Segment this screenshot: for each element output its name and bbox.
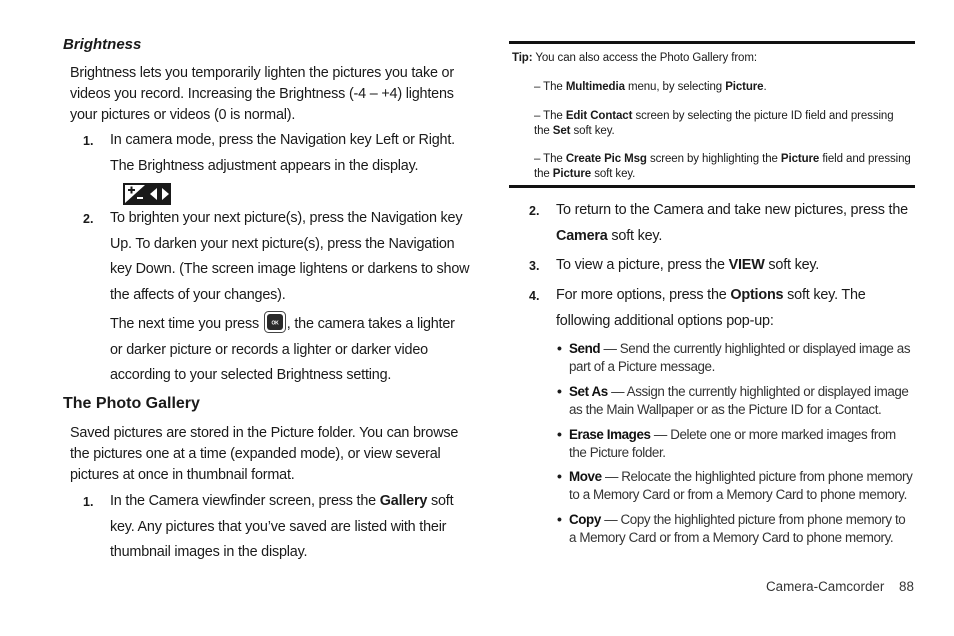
text-part: To return to the Camera and take new pictures, press the	[556, 202, 908, 218]
step-number: 3.	[529, 259, 540, 273]
softkey-camera: Camera	[556, 227, 608, 244]
followup-part: , the camera takes a lighter or darker picture or records a lighter or darker video according to your selected Brightness setting.	[110, 316, 455, 383]
option-term: Move	[569, 469, 602, 484]
brightness-intro: Brightness lets you temporarily lighten the pictures you take or videos you record. Increasing the Brightness (-4 – +4) lightens your pictures or videos (0 is normal).	[70, 65, 454, 123]
text-part: – The	[534, 153, 563, 165]
option-desc: — Assign the currently highlighted or displayed image as the Main Wallpaper or as the Picture ID for a Contact.	[569, 384, 909, 417]
section-heading-photo-gallery: The Photo Gallery	[63, 395, 200, 412]
text-part: field and pressing the	[534, 153, 911, 180]
menu-multimedia: Multimedia	[565, 81, 625, 93]
step-4-options	[556, 283, 914, 334]
step-1-text	[110, 128, 470, 179]
option-desc: — Send the currently highlighted or displayed image as part of a Picture message.	[569, 341, 911, 374]
footer-section-name: Camera-Camcorder	[766, 579, 885, 594]
bullet-icon: •	[557, 383, 562, 399]
bullet-icon: •	[557, 511, 562, 527]
text-part: For more options, press the	[556, 287, 727, 303]
option-term: Send	[569, 341, 601, 356]
softkey-gallery: Gallery	[379, 493, 428, 509]
tip-label: Tip:	[512, 52, 533, 64]
option-desc: — Delete one or more marked images from the Picture folder.	[569, 427, 896, 460]
tip-intro	[512, 51, 912, 66]
screen-create-pic-msg: Create Pic Msg	[565, 153, 647, 165]
step-2-text: To brighten your next picture(s), press the Navigation key Up. To darken your next picture(s), press the Navigation key Down. (The screen image lightens or darkens to show the affects of your changes).	[110, 210, 470, 303]
text-part: soft key. Any pictures that you’ve saved are listed with their thumbnail images in the display.	[110, 493, 454, 560]
text-part: In the Camera viewfinder screen, press the	[110, 493, 376, 509]
step-3-view	[556, 253, 914, 279]
text-part: screen by highlighting the	[649, 153, 778, 165]
menu-picture: Picture	[725, 81, 764, 93]
text-part: .	[763, 81, 767, 93]
tip-item-1	[534, 80, 912, 95]
option-set-as	[569, 383, 915, 419]
option-move	[569, 468, 915, 504]
step-number: 4.	[529, 289, 540, 303]
option-desc: — Copy the highlighted picture from phone memory to a Memory Card or from a Memory Card to phone memory.	[569, 512, 906, 545]
gallery-step-1-text	[110, 489, 470, 566]
option-send	[569, 340, 915, 376]
ok-key-icon	[264, 311, 286, 333]
option-erase-images	[569, 426, 915, 462]
text-part: – The	[534, 110, 563, 122]
step-number: 1.	[83, 495, 94, 509]
text-part: soft key.	[611, 227, 663, 244]
ok-key-label: OK	[271, 320, 279, 327]
tip-item-2	[534, 109, 912, 138]
tip-intro-text: You can also access the Photo Gallery from:	[535, 52, 757, 64]
followup-part: The next time you press	[110, 316, 259, 332]
text-part: soft key.	[768, 257, 820, 273]
option-desc: — Relocate the highlighted picture from phone memory to a Memory Card or from a Memory Card to phone memory.	[569, 469, 913, 502]
section-heading-brightness: Brightness	[63, 36, 142, 53]
text-part: soft key. The following additional options pop-up:	[556, 287, 866, 329]
screen-edit-contact: Edit Contact	[565, 110, 633, 122]
brightness-adjust-icon	[123, 183, 171, 205]
text-part: To view a picture, press the	[556, 257, 725, 273]
page-number: 88	[899, 579, 914, 594]
text-part: screen by selecting the picture ID field and pressing the	[534, 110, 894, 137]
text-part: – The	[534, 81, 563, 93]
bullet-icon: •	[557, 426, 562, 442]
step-2-followup	[110, 312, 470, 389]
step-number: 2.	[529, 204, 540, 218]
option-copy	[569, 511, 915, 547]
field-picture: Picture	[780, 153, 820, 165]
option-term: Set As	[569, 384, 608, 399]
option-term: Erase Images	[569, 427, 651, 442]
step-1-instruction: In camera mode, press the Navigation key Left or Right.	[110, 132, 455, 148]
step-1-result: The Brightness adjustment appears in the display.	[110, 157, 419, 174]
bullet-icon: •	[557, 468, 562, 484]
softkey-picture: Picture	[552, 167, 592, 180]
gallery-intro: Saved pictures are stored in the Picture folder. You can browse the pictures one at a time (expanded mode), or view several pictures at once in thumbnail format.	[70, 425, 459, 483]
step-2-return	[556, 198, 914, 249]
step-number: 2.	[83, 212, 94, 226]
step-number: 1.	[83, 134, 94, 148]
tip-item-3	[534, 152, 912, 181]
softkey-options: Options	[730, 287, 784, 303]
bullet-icon: •	[557, 340, 562, 356]
softkey-set: Set	[552, 124, 571, 137]
text-part: soft key.	[594, 167, 636, 180]
text-part: soft key.	[573, 124, 615, 137]
softkey-view: VIEW	[728, 257, 765, 273]
text-part: menu, by selecting	[627, 81, 723, 93]
option-term: Copy	[569, 512, 601, 527]
